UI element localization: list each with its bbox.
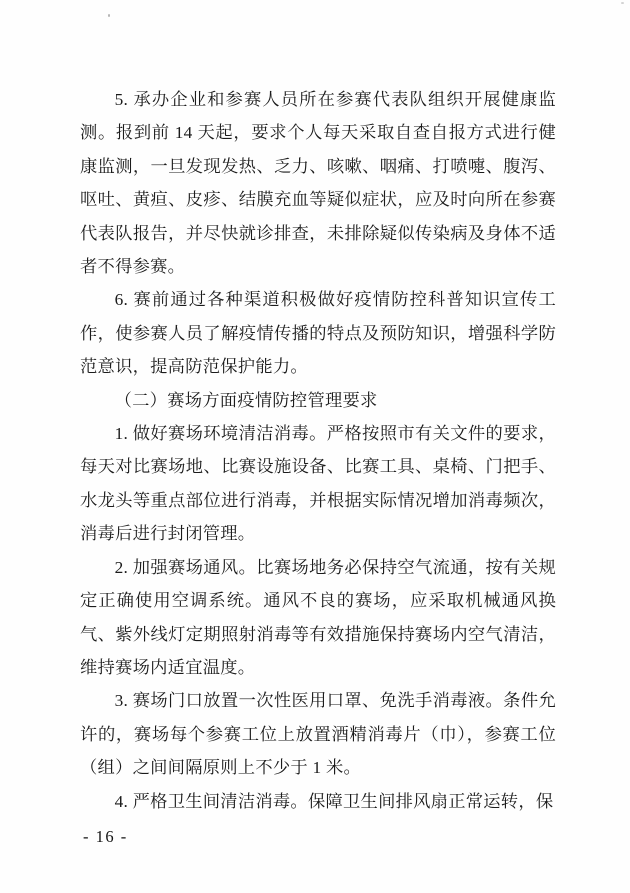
paragraph-venue-ventilation: 2. 加强赛场通风。比赛场地务必保持空气流通，按有关规定正确使用空调系统。通风不良的赛场，应采取机械通风换气、紫外线灯定期照射消毒等有效措施保持赛场内空气清洁，维持赛场内适宜温度。 xyxy=(80,557,556,677)
paragraph-masks-sanitizer: 3. 赛场门口放置一次性医用口罩、免洗手消毒液。条件允许的，赛场每个参赛工位上放置酒精消毒片（巾），参赛工位（组）之间间隔原则上不少于 1 米。 xyxy=(80,691,556,778)
section-heading-venue-requirements: （二）赛场方面疫情防控管理要求 xyxy=(114,390,378,410)
paragraph-publicity: 6. 赛前通过各种渠道积极做好疫情防控科普知识宣传工作，使参赛人员了解疫情传播的特点及预防知识，增强科学防范意识，提高防范保护能力。 xyxy=(80,290,556,377)
paragraph-restroom-disinfection: 4. 严格卫生间清洁消毒。保障卫生间排风扇正常运转，保 xyxy=(114,791,554,811)
page-number: - 16 - xyxy=(83,827,128,846)
paragraph-health-monitoring: 5. 承办企业和参赛人员所在参赛代表队组织开展健康监测。报到前 14 天起，要求个人每天采取自查自报方式进行健康监测，一旦发现发热、乏力、咳嗽、咽痛、打喷嚏、腹泻、呕吐、黄疸、皮疹、结膜充血等疑似症状，应及时向所在参赛代表队报告，并尽快就诊排查，未排除疑似传染病及身体不适者不得参赛。 xyxy=(80,90,556,277)
scan-speck xyxy=(621,2,624,4)
paragraph-venue-disinfection: 1. 做好赛场环境清洁消毒。严格按照市有关文件的要求，每天对比赛场地、比赛设施设备、比赛工具、桌椅、门把手、水龙头等重点部位进行消毒，并根据实际情况增加消毒频次，消毒后进行封闭管理。 xyxy=(80,424,556,544)
scan-speck xyxy=(108,14,110,17)
document-text-block xyxy=(80,83,556,818)
